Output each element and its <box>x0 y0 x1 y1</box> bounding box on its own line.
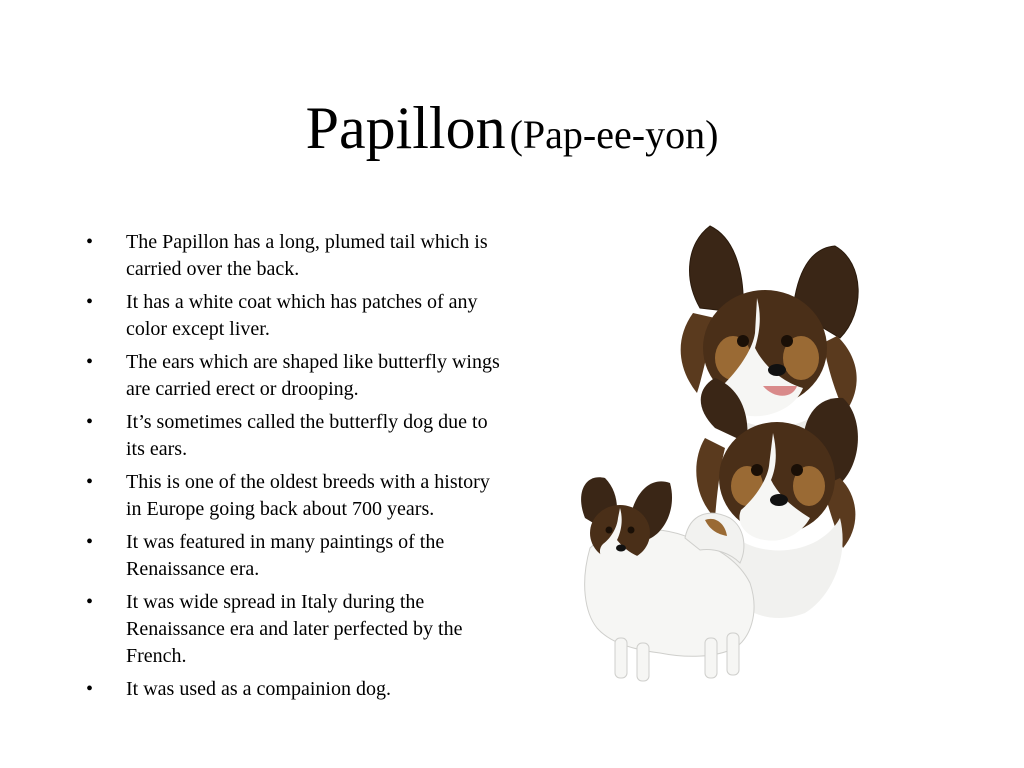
bullet-item <box>86 469 506 523</box>
bullet-marker: • <box>86 351 94 373</box>
standing-dog-back-leg-right <box>727 633 739 675</box>
standing-dog-eye-left <box>606 527 613 534</box>
bullet-marker: • <box>86 291 94 313</box>
bullet-marker: • <box>86 231 94 253</box>
middle-dog-eye-right <box>791 464 803 476</box>
standing-dog-front-leg-right <box>637 643 649 681</box>
top-dog-nose <box>768 364 786 376</box>
bullet-text: It’s sometimes called the butterfly dog due to its ears. <box>126 411 488 460</box>
bullet-marker: • <box>86 471 94 493</box>
bullet-item <box>86 529 506 583</box>
bullet-text: It was featured in many paintings of the Renaissance era. <box>126 531 445 580</box>
standing-dog-front-leg-left <box>615 638 627 678</box>
bullet-text: It was used as a compainion dog. <box>126 678 391 700</box>
top-dog-eye-left <box>737 335 749 347</box>
bullet-text: The ears which are shaped like butterfly wings are carried erect or drooping. <box>126 351 500 400</box>
bullet-text: The Papillon has a long, plumed tail which is carried over the back. <box>126 231 488 280</box>
middle-dog-nose <box>770 494 788 506</box>
bullet-text: It has a white coat which has patches of any color except liver. <box>126 291 478 340</box>
slide-title <box>0 95 1024 161</box>
bullet-item <box>86 409 506 463</box>
standing-dog-back-leg-left <box>705 638 717 678</box>
bullet-marker: • <box>86 531 94 553</box>
bullet-marker: • <box>86 591 94 613</box>
bullet-list <box>86 229 506 709</box>
bullet-item <box>86 589 506 670</box>
title-main: Papillon <box>305 95 506 161</box>
standing-dog-nose <box>616 545 626 552</box>
bullet-item <box>86 349 506 403</box>
bullet-text: This is one of the oldest breeds with a history in Europe going back about 700 years. <box>126 471 490 520</box>
papillon-dogs-illustration <box>565 218 895 688</box>
bullet-item <box>86 289 506 343</box>
bullet-text: It was wide spread in Italy during the Renaissance era and later perfected by the French. <box>126 591 463 667</box>
title-pronunciation: (Pap-ee-yon) <box>509 112 719 157</box>
standing-dog-eye-right <box>628 527 635 534</box>
middle-dog-eye-left <box>751 464 763 476</box>
bullet-item <box>86 229 506 283</box>
bullet-marker: • <box>86 678 94 700</box>
top-dog-eye-right <box>781 335 793 347</box>
bullet-item <box>86 676 506 703</box>
bullet-marker: • <box>86 411 94 433</box>
